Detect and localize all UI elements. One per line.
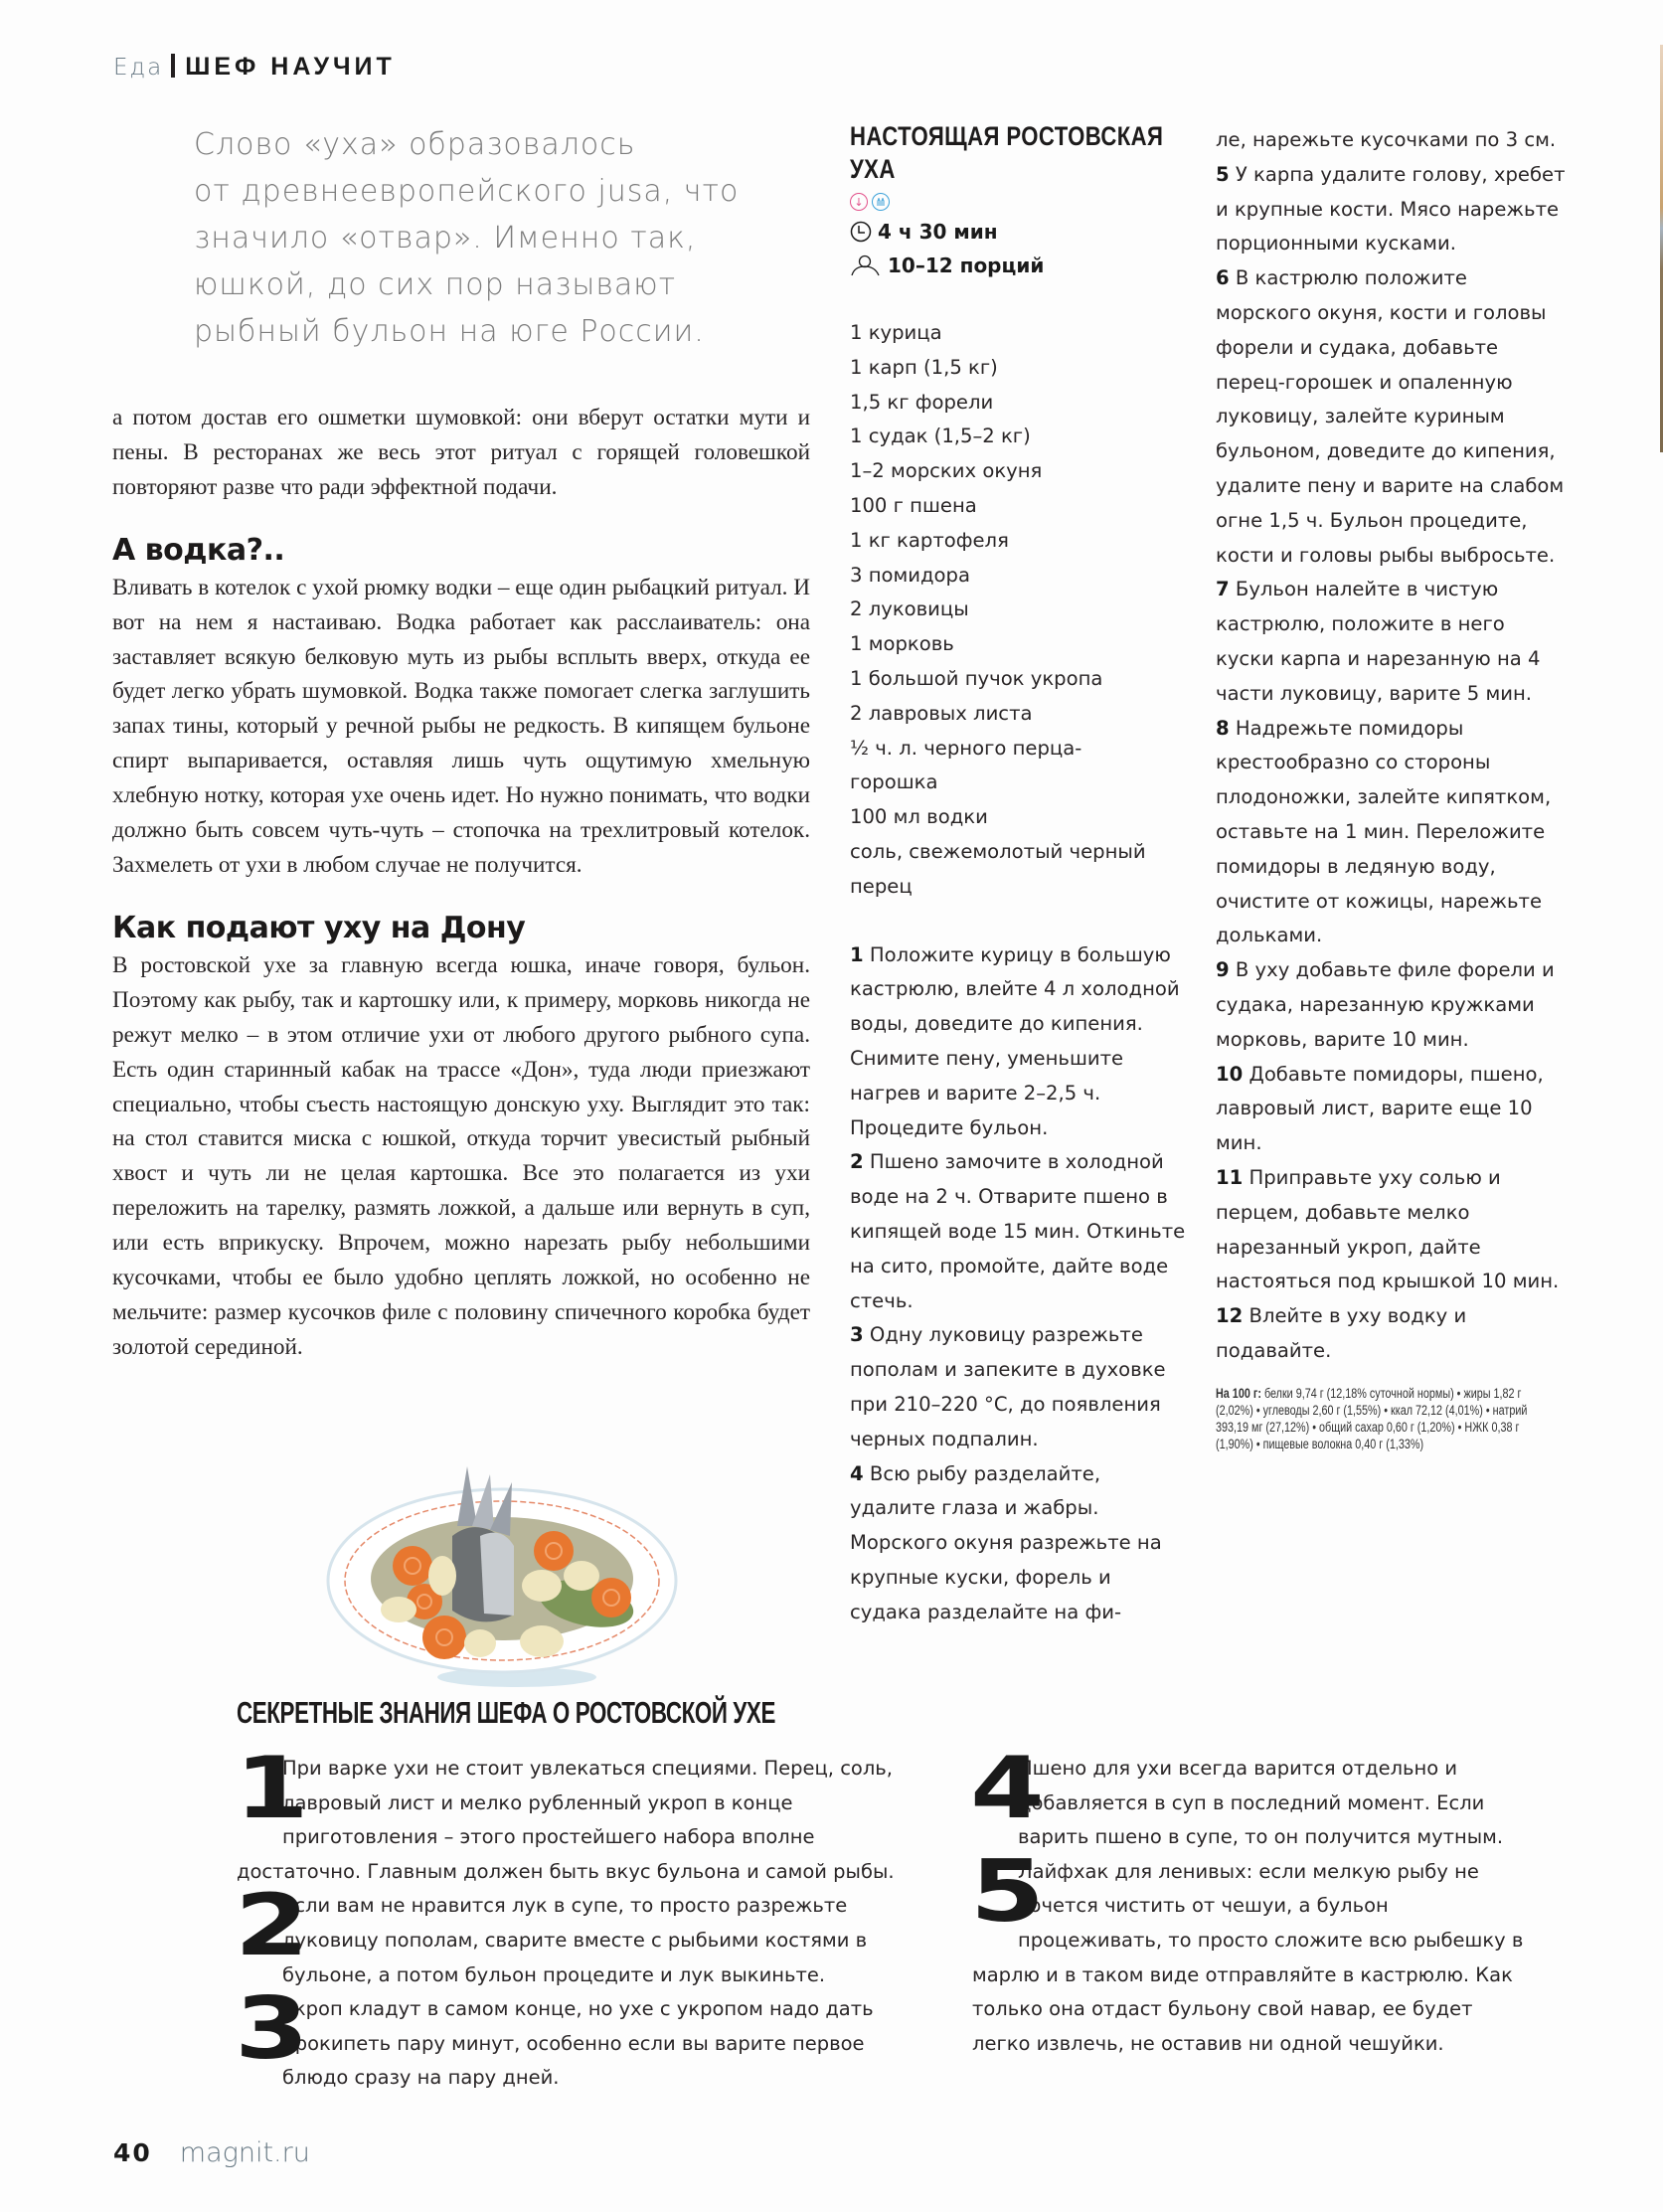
tip-number: 4: [970, 1739, 1045, 1838]
steps-list: [850, 938, 1188, 1630]
tip-item: 4 Пшено для ухи всегда варится отдельно и добавляется в суп в последний момент. Если варить пшено в супе, то он получится мутным.: [970, 1739, 1504, 1849]
ingredient-item: 2 луковицы: [850, 597, 969, 621]
recipe-badges: [850, 193, 1188, 215]
recipe-step: 2 Пшено замочите в холодной воде на 2 ч. Отварите пшено в кипящей воде 15 мин. Откиньте на сито, промойте, дайте воде стечь.: [850, 1150, 1186, 1312]
ingredient-item: 1 морковь: [850, 632, 954, 656]
ingredient-item: 1 кг картофеля: [850, 528, 1009, 552]
section-label: Еда: [113, 55, 164, 81]
header-divider: [171, 54, 175, 78]
ingredients-list: [850, 316, 1188, 905]
recipe-step: 12 Влейте в уху водку и подавайте.: [1216, 1304, 1467, 1362]
lead-line: рыбный бульон на юге России.: [194, 314, 705, 349]
servings-value: 10–12 порций: [888, 254, 1045, 277]
recipe-step: 7 Бульон налейте в чистую кастрюлю, положите в него куски карпа и нарезанную на 4 части луковицу, варите 5 мин.: [1216, 578, 1541, 705]
recipe-step: 5 У карпа удалите голову, хребет и крупные кости. Мясо нарежьте порционными кусками.: [1216, 162, 1566, 255]
recipe-title: НАСТОЯЩАЯ РОСТОВСКАЯ УХА: [850, 121, 1164, 184]
ingredient-item: 1 карп (1,5 кг): [850, 355, 998, 379]
secrets-title: СЕКРЕТНЫЕ ЗНАНИЯ ШЕФА О РОСТОВСКОЙ УХЕ: [237, 1695, 775, 1730]
servings: [850, 249, 1188, 282]
bottles-icon: [872, 193, 890, 211]
page-number: 40: [113, 2138, 152, 2167]
ingredient-item: 3 помидора: [850, 563, 970, 587]
lead-line: значило «отвар». Именно так,: [194, 221, 697, 255]
ingredient-item: 100 мл водки: [850, 805, 988, 829]
rubric-label: ШЕФ НАУЧИТ: [185, 53, 396, 81]
recipe-step: 11 Приправьте уху солью и перцем, добавьте мелко нарезанный укроп, дайте настояться под крышкой 10 мин.: [1216, 1165, 1560, 1293]
tip-item: 5 Лайфхак для ленивых: если мелкую рыбу не хочется чистить от чешуи, а бульон процеживать, то просто сложите всю рыбешку в марлю и в таком виде отправляйте в кастрюлю. Как только она отдаст бульону свой навар, ее будет легко извлечь, не оставив ни одной чешуйки.: [970, 1841, 1524, 2055]
lead-line: Слово «уха» образовалось: [194, 127, 636, 162]
tips-right-column: [970, 1739, 1529, 2061]
tips-left-column: [235, 1739, 922, 2096]
recipe-step: 9 В уху добавьте филе форели и судака, нарезанную кружками морковь, варите 10 мин.: [1216, 958, 1555, 1051]
lead-line: юшкой, до сих пор называют: [194, 267, 677, 302]
ingredient-item: перец: [850, 874, 913, 898]
step-continuation: ле, нарежьте кусочками по 3 см.: [1216, 128, 1557, 151]
fish-soup-bowl-illustration: [303, 1446, 731, 1690]
section-text-vodka: Вливать в котелок с ухой рюмку водки – еще один рыбацкий ритуал. И вот на нем я настаиваю. Водка работает как расслаиватель: она заставляет всякую белковую муть из рыбы всплыть вверх, откуда ее будет легко убрать шумовкой. Водка также помогает слегка заглушить запах тины, который у речной рыбы не редкость. В кипящем бульоне спирт выпаривается, оставляя лишь чуть ощутимую хмельную хлебную нотку, которая ухе очень идет. Но нужно понимать, что водки должно быть совсем чуть-чуть – стопочка на трехлитровый котелок. Захмелеть от ухи в любом случае не получится.: [112, 574, 810, 878]
article-body: [112, 401, 810, 1365]
nutrition-values: белки 9,74 г (12,18% суточной нормы) • жиры 1,82 г (2,02%) • углеводы 2,60 г (1,55%) • ккал 72,12 (4,01%) • натрий 393,19 мг (27,12%) • общий сахар 0,60 г (1,20%) • НЖК 0,38 г (1,90%) • пищевые волокна 0,40 г (1,33%): [1216, 1385, 1528, 1451]
lead-quote: [194, 121, 810, 355]
recipe-step: 4 Всю рыбу разделайте, удалите глаза и жабры. Морского окуня разрежьте на крупные куски, форель и судака разделайте на фи-: [850, 1461, 1162, 1623]
recipe-card: [850, 120, 1188, 1629]
tip-number: 3: [235, 1979, 309, 2080]
nutrition-label: На 100 г:: [1216, 1385, 1261, 1401]
ingredient-item: 100 г пшена: [850, 493, 977, 517]
ingredient-item: 1 судак (1,5–2 кг): [850, 425, 1031, 448]
tip-item: 2 Если вам не нравится лук в супе, то просто разрежьте луковицу пополам, сварите вместе с рыбьими костями в бульоне, а потом бульон процедите и лук выкиньте.: [235, 1876, 868, 1986]
site-link[interactable]: magnit.ru: [179, 2137, 310, 2168]
ingredient-item: горошка: [850, 770, 938, 794]
page-header: [113, 52, 396, 83]
ingredient-item: ½ ч. л. черного перца-: [850, 736, 1082, 760]
ingredient-item: соль, свежемолотый черный: [850, 839, 1146, 863]
cooking-time-value: 4 ч 30 мин: [878, 220, 998, 244]
tip-item: 3 Укроп кладут в самом конце, но ухе с укропом надо дать прокипеть пару минут, особенно если вы варите первое блюдо сразу на пару дней.: [235, 1979, 874, 2090]
tip-number: 5: [970, 1841, 1045, 1942]
person-icon: [850, 255, 882, 276]
section-heading-vodka: А водка?..: [112, 532, 285, 568]
recipe-steps-continued: [1216, 123, 1566, 1452]
section-heading-serving: Как подают уху на Дону: [112, 910, 526, 945]
recipe-step: 8 Надрежьте помидоры крестообразно со стороны плодоножки, залейте кипятком, оставьте на 1 мин. Переложите помидоры в ледяную воду, очистите от кожицы, нарежьте дольками.: [1216, 716, 1552, 947]
tip-item: 1 При варке ухи не стоит увлекаться специями. Перец, соль, лавровый лист и мелко рубленный укроп в конце приготовления – этого простейшего набора вполне достаточно. Главным должен быть вкус бульона и самой рыбы.: [235, 1739, 895, 1883]
nutrition-facts: [1216, 1385, 1558, 1452]
recipe-step: 1 Положите курицу в большую кастрюлю, влейте 4 л холодной воды, доведите до кипения. Снимите пену, уменьшите нагрев и варите 2–2,5 ч. Процедите бульон.: [850, 942, 1180, 1139]
ingredient-item: 1 большой пучок укропа: [850, 666, 1103, 690]
recipe-step: 10 Добавьте помидоры, пшено, лавровый лист, варите еще 10 мин.: [1216, 1062, 1544, 1155]
tip-number: 2: [235, 1876, 309, 1976]
recipe-step: 3 Одну луковицу разрежьте пополам и запеките в духовке при 210–220 °C, до появления черных подпалин.: [850, 1323, 1166, 1450]
low-calorie-arrow-down-icon: ↓: [850, 193, 868, 211]
ingredient-item: 1 курица: [850, 321, 942, 344]
page-footer: [113, 2138, 310, 2169]
recipe-step: 6 В кастрюлю положите морского окуня, кости и головы форели и судака, добавьте перец-горошек и опаленную луковицу, залейте куриным бульоном, доведите до кипения, удалите пену и варите на слабом огне 1,5 ч. Бульон процедите, кости и головы рыбы выбросьте.: [1216, 266, 1565, 567]
ingredient-item: 2 лавровых листа: [850, 701, 1033, 725]
clock-icon: [850, 221, 872, 243]
tip-number: 1: [235, 1739, 309, 1838]
ingredient-item: 1,5 кг форели: [850, 390, 994, 414]
intro-paragraph: а потом достав его ошметки шумовкой: они вберут остатки мути и пены. В ресторанах же весь этот ритуал с горящей головешкой повторяют разве что ради эффектной подачи.: [112, 405, 810, 500]
lead-line: от древнеевропейского jusa, что: [194, 174, 740, 209]
cooking-time: [850, 215, 1188, 249]
section-text-serving: В ростовской ухе за главную всегда юшка, иначе говоря, бульон. Поэтому как рыбу, так и картошку или, к примеру, морковь никогда не режут мелко – в этом отличие ухи от любого другого рыбного супа. Есть один старинный кабак на трассе «Дон», туда люди приезжают специально, чтобы съесть настоящую донскую уху. Выглядит это так: на стол ставится миска с юшкой, откуда торчит увесистый рыбный хвост и чуть ли не целая картошка. Все это полагается из ухи переложить на тарелку, размять ложкой, а дальше или вернуть в суп, или есть вприкуску. Впрочем, можно нарезать рыбу небольшими кусочками, чтобы ее было удобно цеплять ложкой, но особенно не мельчите: размер кусочков филе с половину спичечного коробка будет золотой серединой.: [112, 951, 810, 1360]
ingredient-item: 1–2 морских окуня: [850, 459, 1043, 483]
